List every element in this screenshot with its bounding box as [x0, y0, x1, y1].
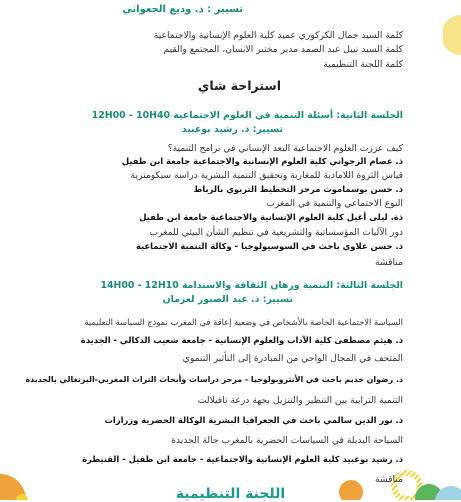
opening-item: كلمة السيد نبيل عبد الصمد مدير مختبر الانسان، المجتمع والقيم [163, 44, 403, 55]
session3-speaker: ذ. هيثم مصطفى كلية الآداب والعلوم الإنسانية - جامعة شعيب الدكالي - الجديدة [80, 335, 403, 345]
session3-speaker: ذ. نور الدين سالمي باحث في الجغرافيا البشرية الوكالة الحضرية وزرازات [104, 415, 403, 425]
session3-speaker: ذ. رشيد بوعبيد كلية العلوم الإنسانية والاجتماعية - جامعة ابن طفيل - القنيطرة [82, 454, 403, 464]
session2-topic: النوع الاجتماعي والتنمية في المغرب [266, 198, 403, 209]
session2-speaker: ذ. عصام الرجواني كلية العلوم الإنسانية والاجتماعية جامعة ابن طفيل [121, 156, 403, 166]
session3-moderator: تسيير: ذ. عبد الصبور لعرمان [162, 294, 293, 305]
session2-speaker: ذة. ليلى أغيل كلية العلوم الإنسانية والاجتماعية جامعة ابن طفيل [139, 212, 403, 222]
session3-topic: التنمية الترابية بين التنظير والتنزيل بجهة درعة تافيلالت [197, 395, 403, 406]
session3-title: الجلسة الثالثة: التنمية ورهان الثقافة والاستدامة 14H00 - 12H10 [100, 280, 403, 291]
session3-discussion: مناقشة [374, 474, 403, 485]
session2-topic: دور الآليات المؤسساتية والتشريعية في تنظيم الشأن البيئي للمغرب [149, 227, 403, 238]
opening-item: كلمة اللجنة التنظيمية [323, 59, 403, 70]
session2-topic: قياس الثروة اللامادية للمغاربة وتحقيق التنمية البشرية دراسة سيكومترية [130, 170, 403, 181]
session3-topic: السياحة البديلة في السياسات الحضرية بالمغرب حالة الجديدة [171, 435, 403, 446]
decorative-stripes-icon [443, 0, 461, 500]
session3-topic: المتحف في المجال الواحي من المبادرة إلى التأثير التنموي [182, 353, 403, 364]
opening-item: كلمة السيد جمال الكركوري عميد كلية العلوم الإنسانية والاجتماعية [153, 30, 403, 41]
session2-title: الجلسة الثانية: أسئلة التنمية في العلوم الاجتماعية 12H00 - 10H40 [91, 110, 403, 121]
decorative-circle-top-icon [443, 0, 461, 70]
organizing-committee-title: اللجنة التنظيمية [175, 486, 286, 502]
session3-speaker: ذ. رضوان خديم باحث في الأنثروبولوجيا - مرحز دراسات وأبحاث التراث المغربي-البرتغالي بالجديدة [25, 375, 403, 384]
session2-moderator: تسيير: ذ. رشيد بوعبيد [181, 124, 283, 135]
session2-speaker: ذ. حسن بوسماموث مرحز التخطيط التربوي بالرباط [193, 184, 403, 194]
opening-moderator: تسيير : ذ. وديع الجعواني [122, 4, 243, 15]
session3-topic: السياسة الاجتماعية الخاصة بالأشخاص في وضعية إعاقة في المغرب نموذج السياسة التعليمية [84, 317, 403, 327]
session2-topic: كيف عززت العلوم الاجتماعية البعد الإنساني في برامج التنمية؟ [167, 143, 403, 154]
session2-speaker: ذ. حسن علاوي باحث في السوسيولوجيا - وكالة التنمية الاجتماعية [135, 241, 403, 251]
session2-discussion: مناقشة [374, 257, 403, 268]
break-title: استراحة شاي [197, 78, 281, 93]
